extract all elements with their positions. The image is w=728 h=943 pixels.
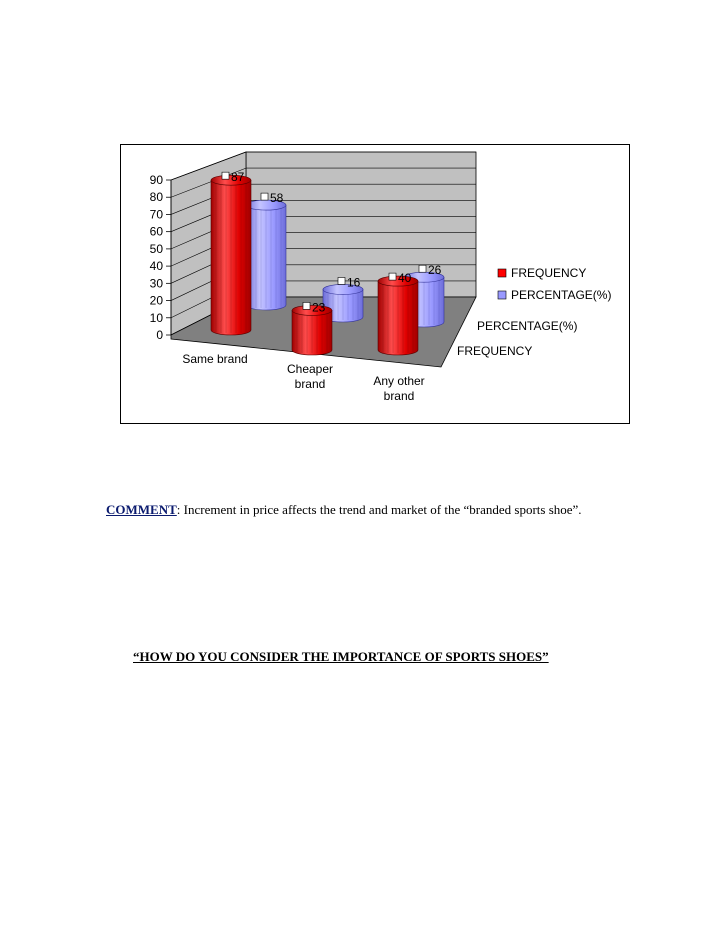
comment-label: COMMENT: [106, 502, 177, 517]
y-tick-label: 30: [149, 276, 163, 291]
category-label-2: brand: [383, 389, 415, 403]
category-label-2: Any other: [373, 374, 425, 388]
y-tick-label: 20: [149, 293, 163, 308]
y-tick-label: 10: [149, 310, 163, 325]
comment-paragraph: [106, 500, 606, 519]
y-tick-label: 80: [149, 190, 163, 205]
data-label-percentage-1-marker: [338, 277, 345, 284]
bar-frequency-2: [378, 276, 418, 355]
y-tick-label: 60: [149, 224, 163, 239]
data-label-percentage-0-marker: [261, 193, 268, 200]
bar-chart: [121, 145, 629, 423]
y-tick-label: 90: [149, 173, 163, 187]
y-tick-label: 70: [149, 207, 163, 222]
comment-text: : Increment in price affects the trend and market of the “branded sports shoe”.: [176, 502, 582, 517]
bar-percentage-0: [246, 200, 286, 310]
category-label-0: Same brand: [182, 352, 248, 366]
legend-label-1: PERCENTAGE(%): [511, 288, 612, 302]
y-tick-label: 0: [156, 328, 163, 342]
chart-frame: [120, 144, 630, 424]
data-label-frequency-2-marker: [389, 273, 396, 280]
bar-frequency-0: [211, 175, 251, 335]
data-label-frequency-2: 40: [398, 271, 412, 286]
data-label-frequency-0: 87: [231, 170, 245, 185]
data-label-percentage-2-marker: [419, 265, 426, 272]
y-tick-label: 40: [149, 259, 163, 274]
y-tick-label: 50: [149, 241, 163, 256]
legend-swatch-0: [498, 269, 506, 277]
data-label-percentage-1: 16: [347, 275, 361, 290]
category-label-1: Cheaper: [286, 362, 334, 376]
section-question: “HOW DO YOU CONSIDER THE IMPORTANCE OF SPORTS SHOES”: [133, 649, 549, 664]
data-label-frequency-1: 23: [312, 300, 326, 315]
data-label-frequency-0-marker: [222, 172, 229, 179]
data-label-percentage-0: 58: [270, 191, 284, 206]
data-label-frequency-1-marker: [303, 302, 310, 309]
data-label-percentage-2: 26: [428, 263, 442, 278]
legend-label-0: FREQUENCY: [511, 266, 587, 280]
depth-label-frequency: FREQUENCY: [457, 344, 533, 358]
legend-swatch-1: [498, 291, 506, 299]
category-label-1: brand: [294, 377, 326, 391]
depth-label-percentage: PERCENTAGE(%): [477, 319, 578, 333]
